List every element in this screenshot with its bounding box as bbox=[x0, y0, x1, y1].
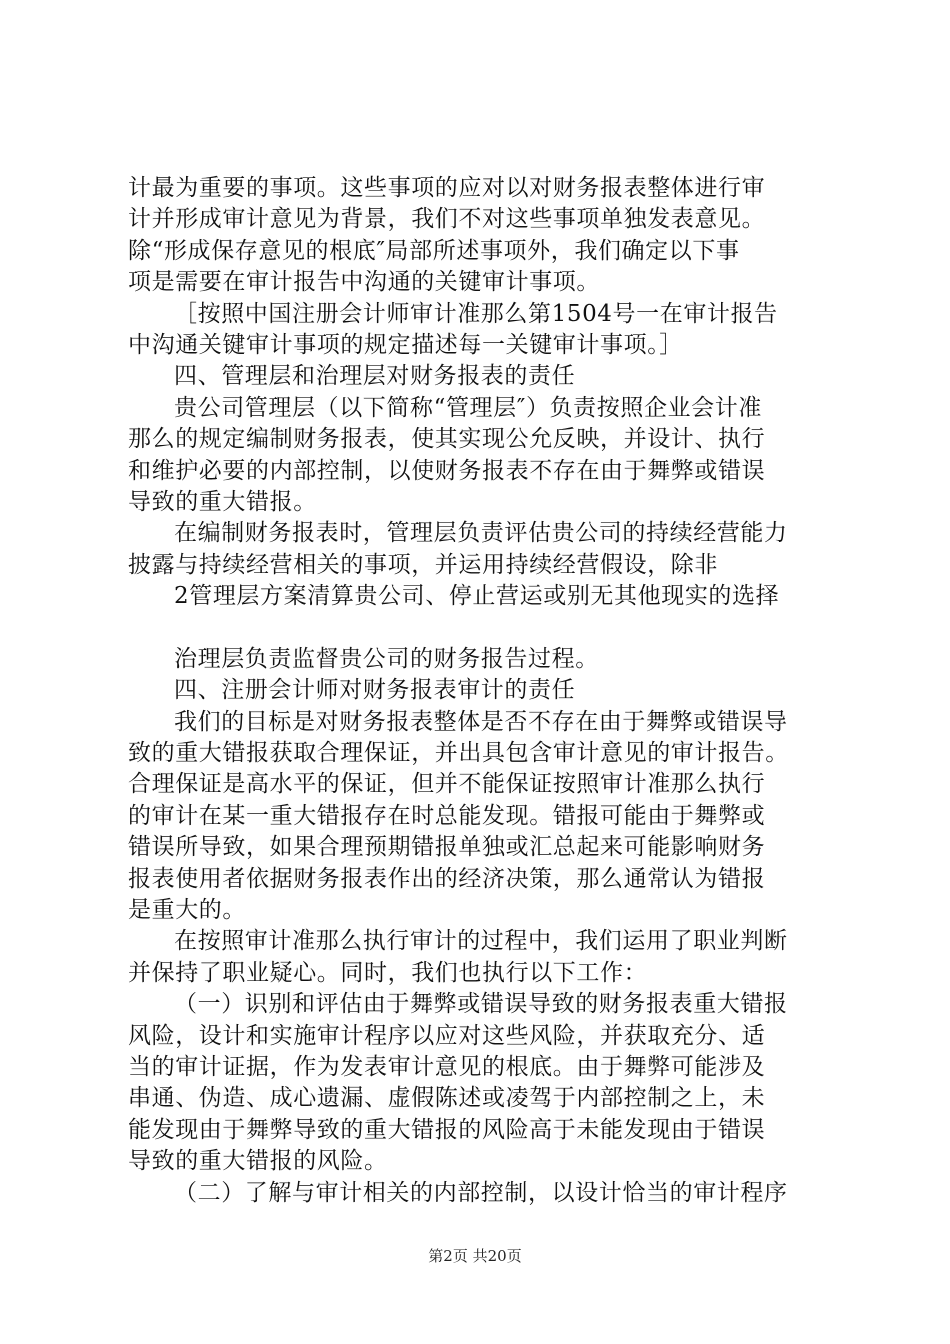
text-line: 导致的重大错报。 bbox=[128, 489, 317, 516]
text-line: ［按照中国注册会计师审计准那么第1504号一在审计报告 bbox=[174, 300, 778, 327]
text-line: （二）了解与审计相关的内部控制，以设计恰当的审计程序 bbox=[174, 1179, 788, 1206]
text-line: 中沟通关键审计事项的规定描述每一关键审计事项。］ bbox=[128, 332, 683, 359]
text-line: 治理层负责监督贵公司的财务报告过程。 bbox=[174, 645, 599, 672]
text-line: 能发现由于舞弊导致的重大错报的风险高于未能发现由于错误 bbox=[128, 1116, 766, 1143]
text-line: 我们的目标是对财务报表整体是否不存在由于舞弊或错误导 bbox=[174, 708, 788, 735]
text-line: 风险，设计和实施审计程序以应对这些风险，并获取充分、适 bbox=[128, 1022, 766, 1049]
paragraph-gap bbox=[128, 613, 843, 644]
section-heading: 四、注册会计师对财务报表审计的责任 bbox=[174, 677, 576, 704]
text-line: 披露与持续经营相关的事项，并运用持续经营假设，除非 bbox=[128, 551, 718, 578]
text-line: 在编制财务报表时，管理层负责评估贵公司的持续经营能力 bbox=[174, 520, 788, 547]
text-line: 是重大的。 bbox=[128, 896, 246, 923]
text-line: 串通、伪造、成心遗漏、虚假陈述或凌驾于内部控制之上，未 bbox=[128, 1085, 766, 1112]
document-body bbox=[128, 173, 843, 1209]
text-line: 计最为重要的事项。这些事项的应对以对财务报表整体进行审 bbox=[128, 175, 766, 201]
text-line: 在按照审计准那么执行审计的过程中，我们运用了职业判断 bbox=[174, 928, 788, 955]
text-line: 和维护必要的内部控制，以使财务报表不存在由于舞弊或错误 bbox=[128, 457, 766, 484]
text-line: （一）识别和评估由于舞弊或错误导致的财务报表重大错报 bbox=[174, 991, 788, 1018]
section-heading: 四、管理层和治理层对财务报表的责任 bbox=[174, 363, 576, 390]
text-line: 合理保证是高水平的保证，但并不能保证按照审计准那么执行 bbox=[128, 771, 766, 798]
text-line: 项是需要在审计报告中沟通的关键审计事项。 bbox=[128, 269, 600, 296]
page-number-footer: 第2页 共20页 bbox=[428, 1247, 522, 1265]
text-line: 导致的重大错报的风险。 bbox=[128, 1148, 388, 1175]
text-line: 致的重大错报获取合理保证，并出具包含审计意见的审计报告。 bbox=[128, 739, 789, 766]
text-line: 错误所导致，如果合理预期错报单独或汇总起来可能影响财务 bbox=[128, 834, 766, 861]
text-line: 的审计在某一重大错报存在时总能发现。错报可能由于舞弊或 bbox=[128, 802, 766, 829]
text-line: 贵公司管理层（以下简称“管理层″）负责按照企业会计准 bbox=[174, 394, 762, 421]
text-line: 报表使用者依据财务报表作出的经济决策，那么通常认为错报 bbox=[128, 865, 766, 892]
text-line: 除“形成保存意见的根底″局部所述事项外，我们确定以下事 bbox=[128, 237, 740, 264]
text-line: 计并形成审计意见为背景，我们不对这些事项单独发表意见。 bbox=[128, 206, 766, 233]
text-line: 当的审计证据，作为发表审计意见的根底。由于舞弊可能涉及 bbox=[128, 1053, 766, 1080]
text-line: 2管理层方案清算贵公司、停止营运或别无其他现实的选择 bbox=[174, 583, 780, 610]
text-line: 那么的规定编制财务报表，使其实现公允反映，并设计、执行 bbox=[128, 426, 766, 453]
text-line: 并保持了职业疑心。同时，我们也执行以下工作： bbox=[128, 959, 648, 986]
